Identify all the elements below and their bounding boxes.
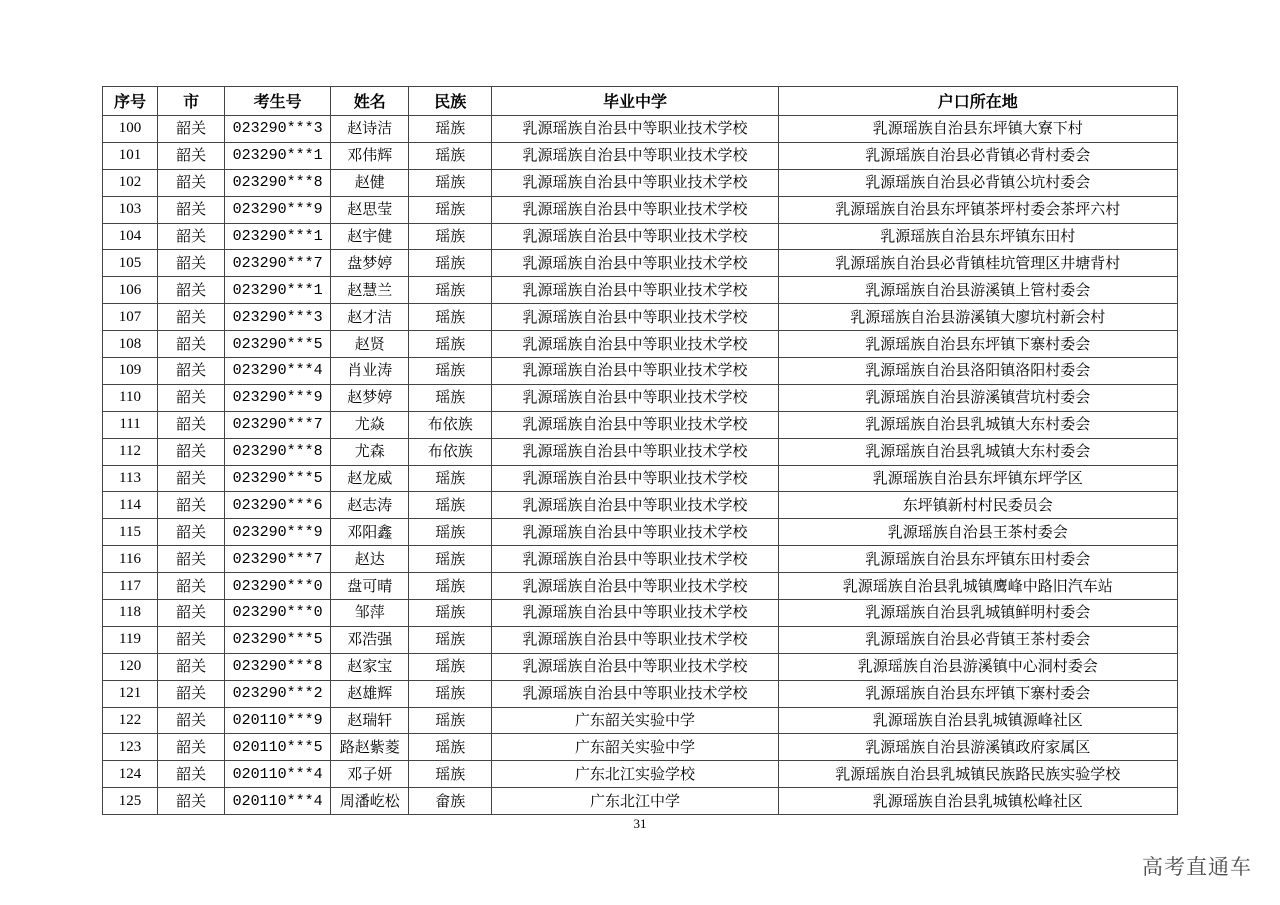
- cell-residence: 乳源瑶族自治县东坪镇下寨村委会: [778, 331, 1177, 358]
- cell-city: 韶关: [158, 384, 225, 411]
- cell-school: 乳源瑶族自治县中等职业技术学校: [492, 358, 778, 385]
- cell-ethnicity: 瑶族: [409, 626, 492, 653]
- cell-city: 韶关: [158, 358, 225, 385]
- cell-name: 邓伟辉: [331, 142, 409, 169]
- cell-name: 邓浩强: [331, 626, 409, 653]
- cell-residence: 乳源瑶族自治县必背镇必背村委会: [778, 142, 1177, 169]
- cell-city: 韶关: [158, 788, 225, 815]
- cell-residence: 乳源瑶族自治县东坪镇茶坪村委会茶坪六村: [778, 196, 1177, 223]
- cell-seq: 118: [103, 600, 158, 627]
- cell-residence: 乳源瑶族自治县游溪镇中心洞村委会: [778, 653, 1177, 680]
- cell-name: 赵家宝: [331, 653, 409, 680]
- cell-school: 乳源瑶族自治县中等职业技术学校: [492, 600, 778, 627]
- cell-ethnicity: 瑶族: [409, 465, 492, 492]
- table-row: [103, 788, 1178, 815]
- cell-school: 乳源瑶族自治县中等职业技术学校: [492, 465, 778, 492]
- cell-name: 赵宇健: [331, 223, 409, 250]
- cell-ethnicity: 瑶族: [409, 142, 492, 169]
- cell-seq: 121: [103, 680, 158, 707]
- cell-school: 乳源瑶族自治县中等职业技术学校: [492, 653, 778, 680]
- table-row: [103, 653, 1178, 680]
- cell-seq: 117: [103, 573, 158, 600]
- cell-exam-id: 023290***1: [225, 277, 331, 304]
- cell-name: 盘梦婷: [331, 250, 409, 277]
- table-row: [103, 492, 1178, 519]
- cell-city: 韶关: [158, 600, 225, 627]
- table-row: [103, 680, 1178, 707]
- table-row: [103, 411, 1178, 438]
- cell-name: 赵志涛: [331, 492, 409, 519]
- cell-ethnicity: 瑶族: [409, 250, 492, 277]
- cell-residence: 乳源瑶族自治县乳城镇大东村委会: [778, 411, 1177, 438]
- cell-name: 邓子妍: [331, 761, 409, 788]
- cell-exam-id: 023290***7: [225, 546, 331, 573]
- cell-seq: 108: [103, 331, 158, 358]
- cell-city: 韶关: [158, 465, 225, 492]
- table-row: [103, 169, 1178, 196]
- cell-school: 乳源瑶族自治县中等职业技术学校: [492, 519, 778, 546]
- table-row: [103, 384, 1178, 411]
- cell-ethnicity: 瑶族: [409, 519, 492, 546]
- cell-city: 韶关: [158, 277, 225, 304]
- table-row: [103, 358, 1178, 385]
- cell-school: 乳源瑶族自治县中等职业技术学校: [492, 492, 778, 519]
- cell-exam-id: 023290***5: [225, 465, 331, 492]
- cell-seq: 122: [103, 707, 158, 734]
- cell-exam-id: 023290***0: [225, 600, 331, 627]
- cell-ethnicity: 布依族: [409, 411, 492, 438]
- cell-ethnicity: 瑶族: [409, 304, 492, 331]
- cell-ethnicity: 瑶族: [409, 546, 492, 573]
- cell-residence: 乳源瑶族自治县东坪镇东田村: [778, 223, 1177, 250]
- cell-name: 赵雄辉: [331, 680, 409, 707]
- cell-seq: 125: [103, 788, 158, 815]
- cell-school: 广东北江中学: [492, 788, 778, 815]
- cell-city: 韶关: [158, 492, 225, 519]
- cell-seq: 104: [103, 223, 158, 250]
- cell-seq: 119: [103, 626, 158, 653]
- cell-exam-id: 020110***9: [225, 707, 331, 734]
- cell-exam-id: 023290***0: [225, 573, 331, 600]
- cell-exam-id: 023290***8: [225, 438, 331, 465]
- cell-name: 尤森: [331, 438, 409, 465]
- table-row: [103, 196, 1178, 223]
- table-row: [103, 142, 1178, 169]
- cell-name: 肖业涛: [331, 358, 409, 385]
- cell-ethnicity: 瑶族: [409, 600, 492, 627]
- table-row: [103, 600, 1178, 627]
- cell-seq: 100: [103, 116, 158, 143]
- header-residence: 户口所在地: [778, 87, 1177, 116]
- cell-residence: 乳源瑶族自治县东坪镇东田村委会: [778, 546, 1177, 573]
- cell-residence: 乳源瑶族自治县游溪镇上管村委会: [778, 277, 1177, 304]
- cell-name: 周潘屹松: [331, 788, 409, 815]
- table-row: [103, 707, 1178, 734]
- cell-residence: 乳源瑶族自治县乳城镇源峰社区: [778, 707, 1177, 734]
- table-row: [103, 734, 1178, 761]
- cell-school: 乳源瑶族自治县中等职业技术学校: [492, 438, 778, 465]
- cell-city: 韶关: [158, 304, 225, 331]
- cell-seq: 101: [103, 142, 158, 169]
- table-row: [103, 465, 1178, 492]
- cell-school: 广东韶关实验中学: [492, 707, 778, 734]
- table-row: [103, 438, 1178, 465]
- cell-exam-id: 023290***5: [225, 331, 331, 358]
- table-row: [103, 761, 1178, 788]
- cell-ethnicity: 瑶族: [409, 223, 492, 250]
- table-row: [103, 277, 1178, 304]
- cell-residence: 乳源瑶族自治县游溪镇政府家属区: [778, 734, 1177, 761]
- cell-school: 乳源瑶族自治县中等职业技术学校: [492, 626, 778, 653]
- cell-school: 乳源瑶族自治县中等职业技术学校: [492, 546, 778, 573]
- cell-name: 赵瑞轩: [331, 707, 409, 734]
- watermark-text: 高考直通车: [1142, 855, 1252, 879]
- cell-school: 乳源瑶族自治县中等职业技术学校: [492, 116, 778, 143]
- cell-name: 赵龙威: [331, 465, 409, 492]
- cell-name: 赵思莹: [331, 196, 409, 223]
- table-body: [103, 116, 1178, 815]
- cell-name: 赵慧兰: [331, 277, 409, 304]
- cell-ethnicity: 瑶族: [409, 573, 492, 600]
- cell-school: 乳源瑶族自治县中等职业技术学校: [492, 680, 778, 707]
- table-row: [103, 223, 1178, 250]
- cell-ethnicity: 布依族: [409, 438, 492, 465]
- cell-exam-id: 020110***4: [225, 788, 331, 815]
- cell-name: 邹萍: [331, 600, 409, 627]
- header-ethnicity: 民族: [409, 87, 492, 116]
- cell-school: 乳源瑶族自治县中等职业技术学校: [492, 384, 778, 411]
- cell-exam-id: 020110***4: [225, 761, 331, 788]
- cell-exam-id: 023290***8: [225, 169, 331, 196]
- cell-exam-id: 023290***1: [225, 223, 331, 250]
- cell-city: 韶关: [158, 223, 225, 250]
- table-row: [103, 331, 1178, 358]
- cell-residence: 乳源瑶族自治县必背镇公坑村委会: [778, 169, 1177, 196]
- page-number: 31: [633, 816, 647, 831]
- cell-ethnicity: 瑶族: [409, 196, 492, 223]
- cell-seq: 112: [103, 438, 158, 465]
- cell-residence: 乳源瑶族自治县游溪镇大廖坑村新会村: [778, 304, 1177, 331]
- cell-city: 韶关: [158, 626, 225, 653]
- cell-seq: 124: [103, 761, 158, 788]
- cell-city: 韶关: [158, 411, 225, 438]
- cell-city: 韶关: [158, 707, 225, 734]
- cell-residence: 乳源瑶族自治县王茶村委会: [778, 519, 1177, 546]
- cell-seq: 105: [103, 250, 158, 277]
- header-school: 毕业中学: [492, 87, 778, 116]
- cell-residence: 乳源瑶族自治县乳城镇大东村委会: [778, 438, 1177, 465]
- cell-city: 韶关: [158, 331, 225, 358]
- cell-seq: 113: [103, 465, 158, 492]
- cell-city: 韶关: [158, 196, 225, 223]
- cell-seq: 123: [103, 734, 158, 761]
- cell-residence: 乳源瑶族自治县乳城镇鲜明村委会: [778, 600, 1177, 627]
- cell-ethnicity: 瑶族: [409, 492, 492, 519]
- cell-city: 韶关: [158, 573, 225, 600]
- cell-school: 乳源瑶族自治县中等职业技术学校: [492, 411, 778, 438]
- cell-seq: 110: [103, 384, 158, 411]
- cell-city: 韶关: [158, 142, 225, 169]
- cell-name: 赵才洁: [331, 304, 409, 331]
- table-row: [103, 626, 1178, 653]
- cell-exam-id: 023290***9: [225, 196, 331, 223]
- cell-ethnicity: 瑶族: [409, 116, 492, 143]
- table-row: [103, 250, 1178, 277]
- cell-city: 韶关: [158, 438, 225, 465]
- cell-seq: 115: [103, 519, 158, 546]
- student-list-table: [102, 86, 1178, 815]
- cell-school: 乳源瑶族自治县中等职业技术学校: [492, 142, 778, 169]
- cell-school: 乳源瑶族自治县中等职业技术学校: [492, 277, 778, 304]
- cell-city: 韶关: [158, 169, 225, 196]
- cell-school: 乳源瑶族自治县中等职业技术学校: [492, 304, 778, 331]
- cell-seq: 120: [103, 653, 158, 680]
- cell-name: 路赵紫菱: [331, 734, 409, 761]
- header-row: [103, 87, 1178, 116]
- cell-city: 韶关: [158, 734, 225, 761]
- cell-school: 广东韶关实验中学: [492, 734, 778, 761]
- cell-seq: 103: [103, 196, 158, 223]
- cell-residence: 乳源瑶族自治县东坪镇下寨村委会: [778, 680, 1177, 707]
- table-row: [103, 573, 1178, 600]
- cell-residence: 乳源瑶族自治县洛阳镇洛阳村委会: [778, 358, 1177, 385]
- cell-exam-id: 023290***6: [225, 492, 331, 519]
- cell-exam-id: 023290***8: [225, 653, 331, 680]
- cell-residence: 乳源瑶族自治县游溪镇营坑村委会: [778, 384, 1177, 411]
- cell-exam-id: 023290***3: [225, 116, 331, 143]
- table-row: [103, 519, 1178, 546]
- header-name: 姓名: [331, 87, 409, 116]
- cell-city: 韶关: [158, 519, 225, 546]
- cell-seq: 107: [103, 304, 158, 331]
- cell-name: 赵梦婷: [331, 384, 409, 411]
- cell-seq: 106: [103, 277, 158, 304]
- cell-ethnicity: 瑶族: [409, 761, 492, 788]
- cell-exam-id: 020110***5: [225, 734, 331, 761]
- cell-ethnicity: 瑶族: [409, 169, 492, 196]
- cell-residence: 乳源瑶族自治县乳城镇松峰社区: [778, 788, 1177, 815]
- cell-exam-id: 023290***1: [225, 142, 331, 169]
- cell-city: 韶关: [158, 761, 225, 788]
- cell-exam-id: 023290***7: [225, 411, 331, 438]
- cell-name: 赵健: [331, 169, 409, 196]
- table-row: [103, 116, 1178, 143]
- cell-name: 赵贤: [331, 331, 409, 358]
- cell-residence: 乳源瑶族自治县乳城镇民族路民族实验学校: [778, 761, 1177, 788]
- cell-city: 韶关: [158, 250, 225, 277]
- table-row: [103, 304, 1178, 331]
- cell-exam-id: 023290***2: [225, 680, 331, 707]
- table-row: [103, 546, 1178, 573]
- cell-school: 乳源瑶族自治县中等职业技术学校: [492, 196, 778, 223]
- cell-ethnicity: 瑶族: [409, 277, 492, 304]
- cell-exam-id: 023290***4: [225, 358, 331, 385]
- cell-residence: 乳源瑶族自治县必背镇桂坑管理区井塘背村: [778, 250, 1177, 277]
- cell-ethnicity: 瑶族: [409, 331, 492, 358]
- cell-residence: 乳源瑶族自治县东坪镇大寮下村: [778, 116, 1177, 143]
- cell-exam-id: 023290***9: [225, 384, 331, 411]
- cell-seq: 111: [103, 411, 158, 438]
- cell-city: 韶关: [158, 116, 225, 143]
- cell-school: 乳源瑶族自治县中等职业技术学校: [492, 573, 778, 600]
- cell-seq: 114: [103, 492, 158, 519]
- cell-school: 乳源瑶族自治县中等职业技术学校: [492, 169, 778, 196]
- cell-seq: 102: [103, 169, 158, 196]
- cell-name: 尤焱: [331, 411, 409, 438]
- cell-name: 邓阳鑫: [331, 519, 409, 546]
- header-seq: 序号: [103, 87, 158, 116]
- cell-school: 广东北江实验学校: [492, 761, 778, 788]
- cell-ethnicity: 畲族: [409, 788, 492, 815]
- header-city: 市: [158, 87, 225, 116]
- cell-residence: 东坪镇新村村民委员会: [778, 492, 1177, 519]
- cell-seq: 109: [103, 358, 158, 385]
- header-exam-id: 考生号: [225, 87, 331, 116]
- cell-ethnicity: 瑶族: [409, 680, 492, 707]
- cell-ethnicity: 瑶族: [409, 384, 492, 411]
- cell-name: 盘可晴: [331, 573, 409, 600]
- cell-ethnicity: 瑶族: [409, 707, 492, 734]
- cell-residence: 乳源瑶族自治县乳城镇鹰峰中路旧汽车站: [778, 573, 1177, 600]
- cell-exam-id: 023290***3: [225, 304, 331, 331]
- cell-school: 乳源瑶族自治县中等职业技术学校: [492, 223, 778, 250]
- cell-name: 赵达: [331, 546, 409, 573]
- cell-name: 赵诗洁: [331, 116, 409, 143]
- cell-city: 韶关: [158, 680, 225, 707]
- cell-exam-id: 023290***9: [225, 519, 331, 546]
- cell-school: 乳源瑶族自治县中等职业技术学校: [492, 331, 778, 358]
- cell-ethnicity: 瑶族: [409, 734, 492, 761]
- cell-exam-id: 023290***7: [225, 250, 331, 277]
- cell-exam-id: 023290***5: [225, 626, 331, 653]
- cell-seq: 116: [103, 546, 158, 573]
- cell-residence: 乳源瑶族自治县必背镇王茶村委会: [778, 626, 1177, 653]
- cell-city: 韶关: [158, 653, 225, 680]
- cell-school: 乳源瑶族自治县中等职业技术学校: [492, 250, 778, 277]
- cell-city: 韶关: [158, 546, 225, 573]
- cell-residence: 乳源瑶族自治县东坪镇东坪学区: [778, 465, 1177, 492]
- cell-ethnicity: 瑶族: [409, 358, 492, 385]
- cell-ethnicity: 瑶族: [409, 653, 492, 680]
